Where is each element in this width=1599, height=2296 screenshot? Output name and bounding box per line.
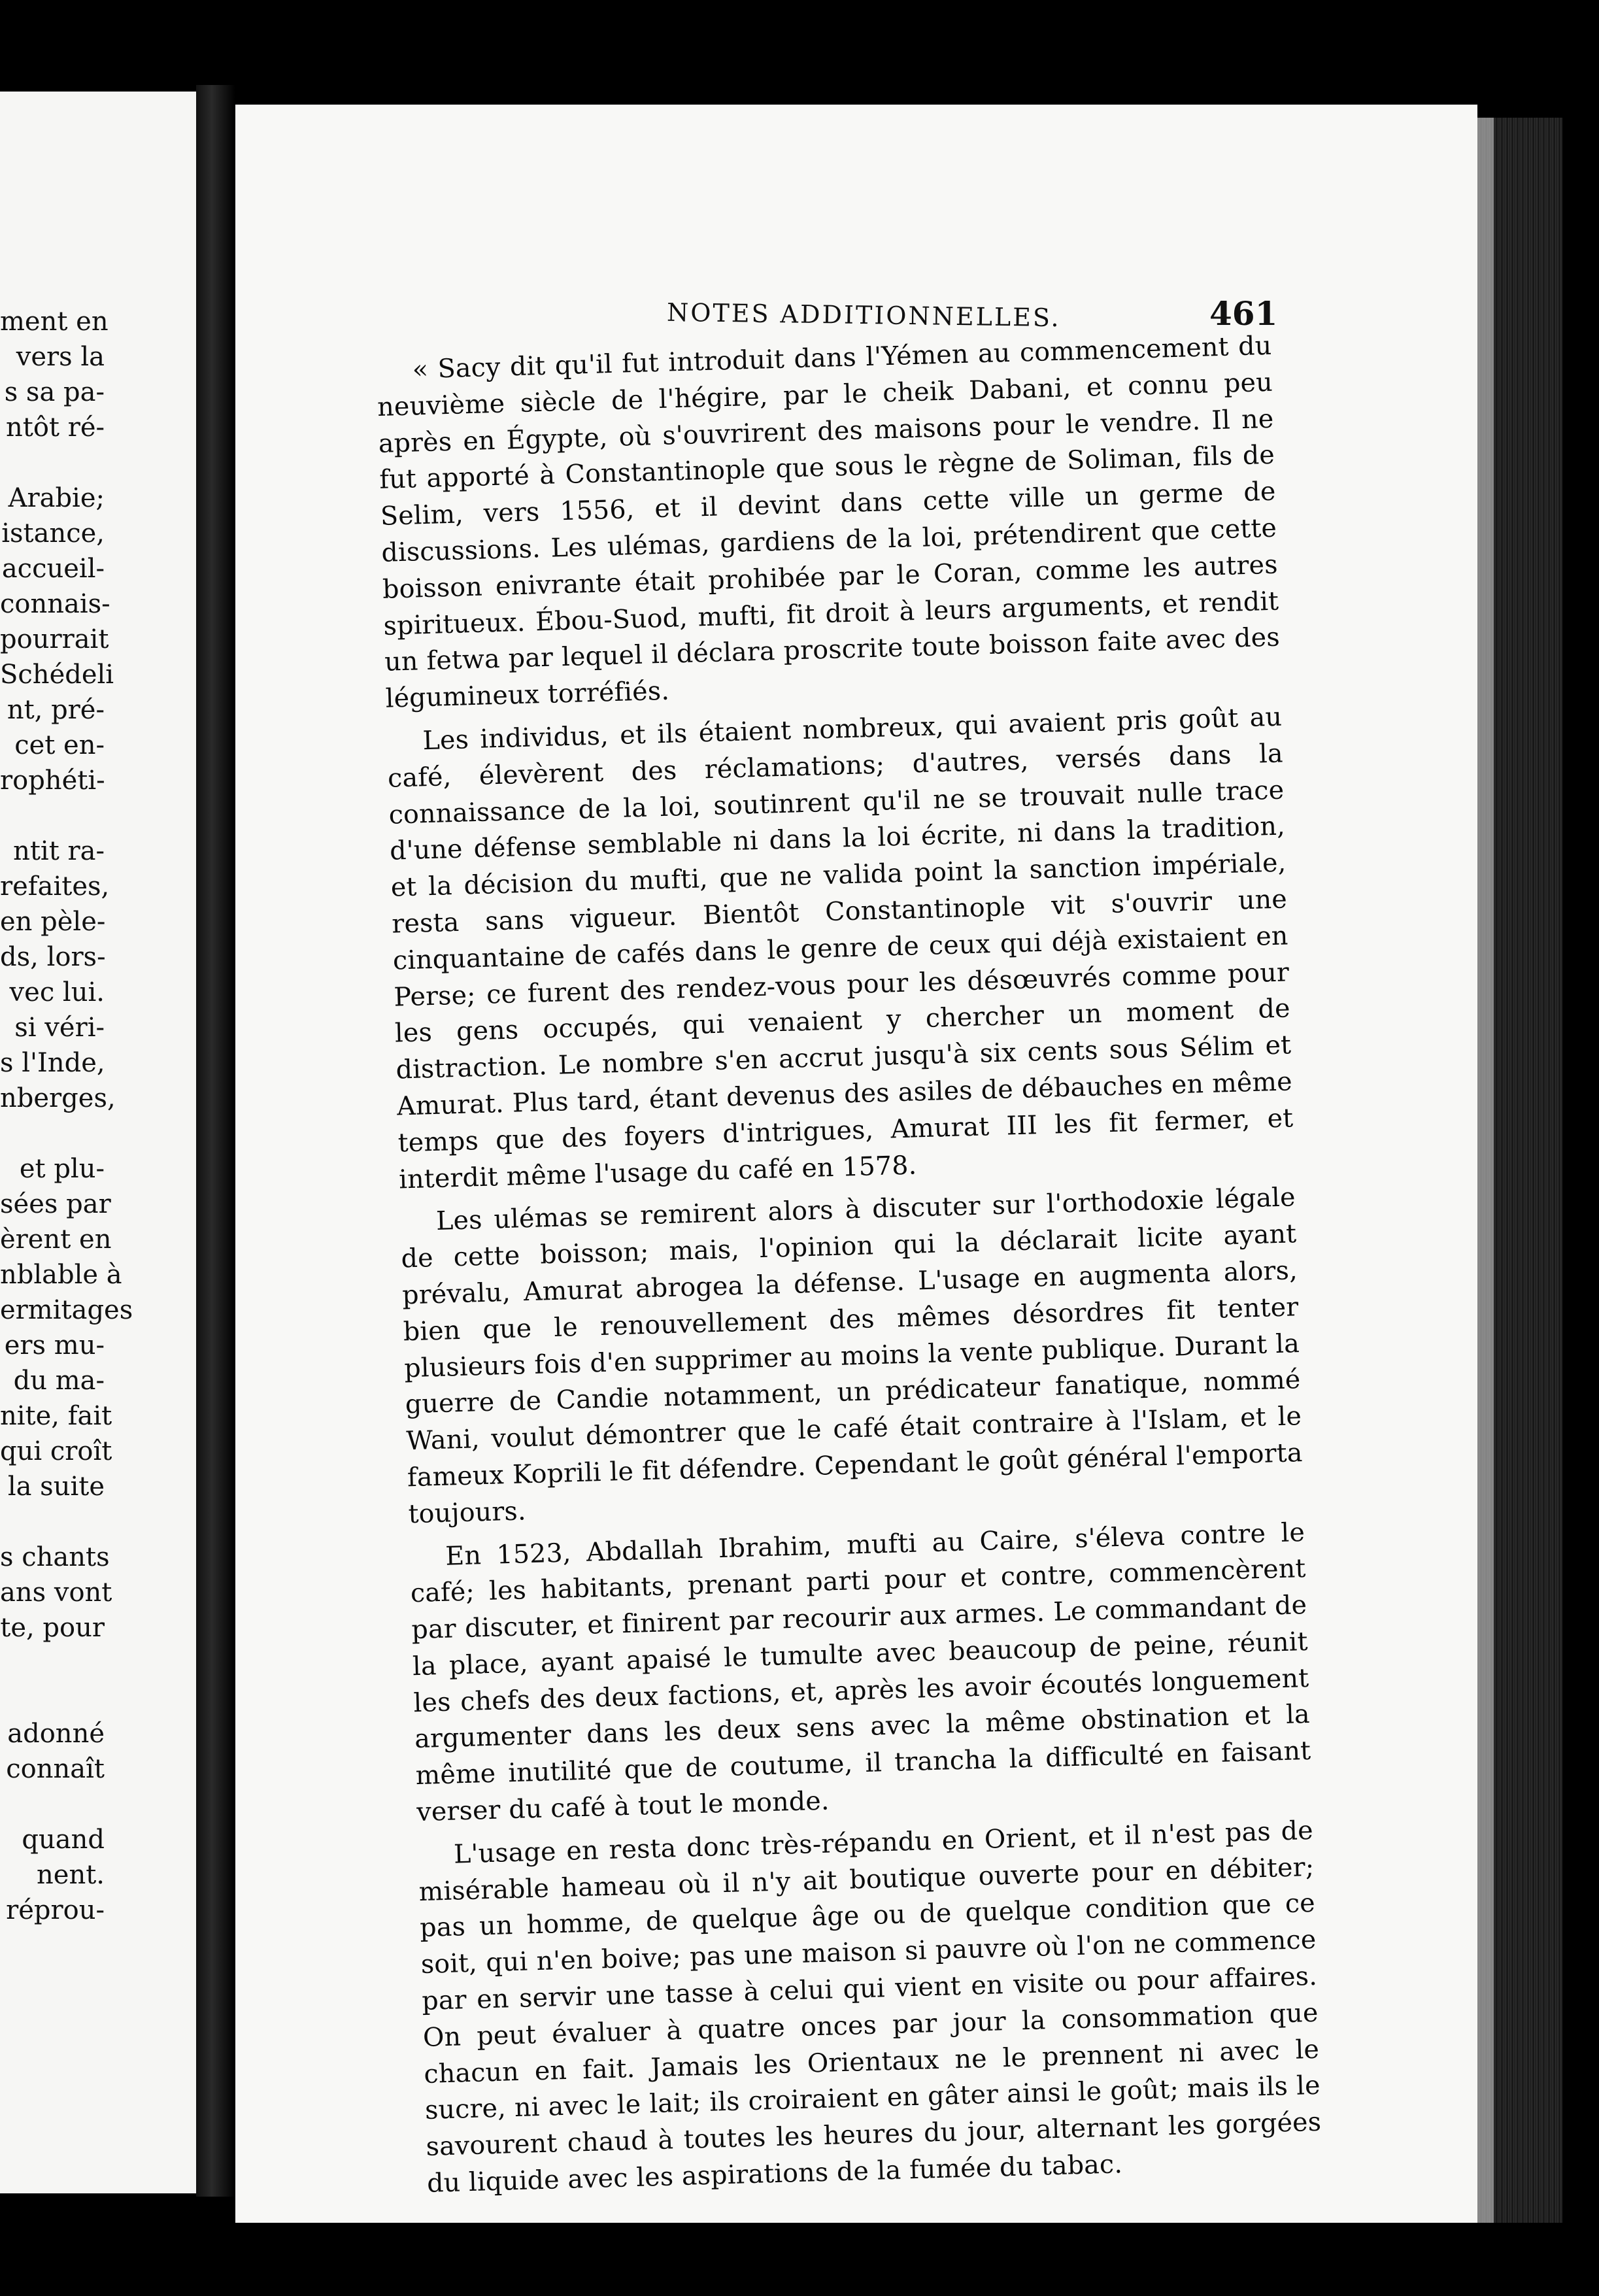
- left-page-fragment: nent.: [37, 1860, 105, 1890]
- left-page-fragment: en pèle-: [0, 907, 106, 937]
- left-page-fragment: cet en-: [14, 730, 105, 760]
- left-page-fragment: rophéti-: [0, 766, 105, 796]
- paragraph-1: « Sacy dit qu'il fut introduit dans l'Yémen au commencement du neuvième siècle de l'hégire, par le cheik Dabani, et connu peu après en Égypte, où s'ouvrirent des maisons pour le vendre. Il ne fut apporté à Constantinople que sous le règne de Soliman, fils de Selim, vers 1556, et il devint dans cette ville un germe de discussions. Les ulémas, gardiens de la loi, prétendirent que cette boisson enivrante était prohibée par le Coran, comme les autres spiritueux. Ébou-Suod, mufti, fit droit à leurs arguments, et rendit un fetwa par lequel il déclara proscrite toute boisson faite avec des légumineux torréfiés.: [377, 330, 1281, 714]
- left-page-fragment: si véri-: [14, 1013, 105, 1043]
- body-text: [376, 328, 1322, 2203]
- left-page-fragment: nt, pré-: [7, 695, 105, 725]
- page-edges: [1477, 118, 1562, 2223]
- left-page-fragment: pourrait: [0, 624, 109, 654]
- left-page-fragment: du ma-: [13, 1366, 105, 1396]
- left-page-fragment: Schédeli: [0, 660, 114, 690]
- page-edge-highlight: [1477, 118, 1494, 2223]
- left-page-fragment: nberges,: [0, 1083, 116, 1113]
- right-page: [235, 105, 1477, 2223]
- left-page: [0, 92, 196, 2193]
- running-head: NOTES ADDITIONNELLES.: [666, 297, 1061, 333]
- left-page-fragment: ers mu-: [4, 1330, 105, 1360]
- left-page-fragment: Arabie;: [8, 483, 105, 513]
- left-page-fragment: s l'Inde,: [0, 1048, 105, 1078]
- page-number: 461: [1209, 294, 1278, 333]
- left-page-fragment: réprou-: [6, 1895, 105, 1925]
- left-page-fragment: ntit ra-: [13, 836, 105, 866]
- book-gutter: [196, 85, 235, 2197]
- paragraph-2: Les individus, et ils étaient nombreux, qui avaient pris goût au café, élevèrent des réclamations; d'autres, versés dans la connaissance de la loi, soutinrent qu'il ne se trouvait nulle trace d'une défense semblable ni dans la loi écrite, ni dans la tradition, et la décision du mufti, que ne valida point la sanction impériale, resta sans vigueur. Bientôt Constantinople vit s'ouvrir une cinquantaine de cafés dans le genre de ceux qui déjà existaient en Perse; ce furent des rendez-vous pour les désœuvrés comme pour les gens occupés, qui venaient y chercher un moment de distraction. Le nombre s'en accrut jusqu'à six cents sous Sélim et Amurat. Plus tard, étant devenus des asiles de débauches en même temps que des foyers d'intrigues, Amurat III les fit fermer, et interdit même l'usage du café en 1578.: [387, 701, 1294, 1195]
- left-page-fragment: ermitages: [0, 1295, 133, 1325]
- left-page-fragment: sées par: [0, 1189, 111, 1219]
- left-page-fragment: accueil-: [1, 554, 105, 584]
- left-page-fragment: s sa pa-: [4, 377, 105, 407]
- paragraph-3: Les ulémas se remirent alors à discuter sur l'orthodoxie légale de cette boisson; mais, l'opinion qui la déclarait licite ayant prévalu, Amurat abrogea la défense. L'usage en augmenta alors, bien que le renouvellement des mêmes désordres fit tenter plusieurs fois d'en supprimer au moins la vente publique. Durant la guerre de Candie notamment, un prédicateur fanatique, nommé Wani, voulut démontrer que le café était contraire à l'Islam, et le fameux Koprili le fit défendre. Cependant le goût général l'emporta toujours.: [401, 1182, 1304, 1530]
- left-page-fragment: la suite: [7, 1472, 105, 1502]
- left-page-fragment: connais-: [0, 589, 110, 619]
- left-page-fragment: vers la: [16, 342, 105, 372]
- left-page-fragment: vec lui.: [9, 977, 105, 1007]
- left-page-fragment: connaît: [6, 1754, 105, 1784]
- left-page-fragment: te, pour: [0, 1613, 105, 1643]
- left-page-fragment: quand: [22, 1825, 105, 1855]
- left-page-fragment: ntôt ré-: [5, 413, 105, 443]
- left-page-fragment: ds, lors-: [0, 942, 106, 972]
- left-page-fragment: nblable à: [0, 1260, 122, 1290]
- left-page-fragment: istance,: [1, 518, 105, 549]
- left-page-fragment: qui croît: [0, 1436, 112, 1466]
- left-page-fragment: refaites,: [0, 871, 110, 902]
- left-page-fragment: ans vont: [0, 1578, 112, 1608]
- left-page-fragment: èrent en: [0, 1224, 112, 1255]
- left-page-fragment: s chants: [0, 1542, 110, 1572]
- left-page-fragment: ment en: [0, 307, 109, 337]
- paragraph-4: En 1523, Abdallah Ibrahim, mufti au Caire, s'éleva contre le café; les habitants, prenant parti pour et contre, commencèrent par discuter, et finirent par recourir aux armes. Le commandant de la place, ayant apaisé le tumulte avec beaucoup de peine, réunit les chefs des deux factions, et, après les avoir écoutés longuement argumenter dans les deux sens avec la même obstination et la même inutilité que de coutume, il trancha la difficulté en faisant verser du café à tout le monde.: [410, 1517, 1311, 1828]
- left-page-fragment: nite, fait: [0, 1401, 112, 1431]
- paragraph-5: L'usage en resta donc très-répandu en Orient, et il n'est pas de misérable hameau où il n'y ait boutique ouverte pour en débiter; pas un homme, de quelque âge ou de quelque condition que ce soit, qui n'en boive; pas une maison si pauvre où l'on ne commence par en servir une tasse à celui qui vient en visite ou pour affaires. On peut évaluer à quatre onces par jour la consommation que chacun en fait. Jamais les Orientaux ne le prennent ni avec le sucre, ni avec le lait; ils croiraient en gâter ainsi le goût; mais ils le savourent chaud à toutes les heures du jour, alternant les gorgées du liquide avec les aspirations de la fumée du tabac.: [418, 1815, 1322, 2199]
- left-page-fragment: et plu-: [19, 1154, 105, 1184]
- left-page-fragment: adonné: [7, 1719, 105, 1749]
